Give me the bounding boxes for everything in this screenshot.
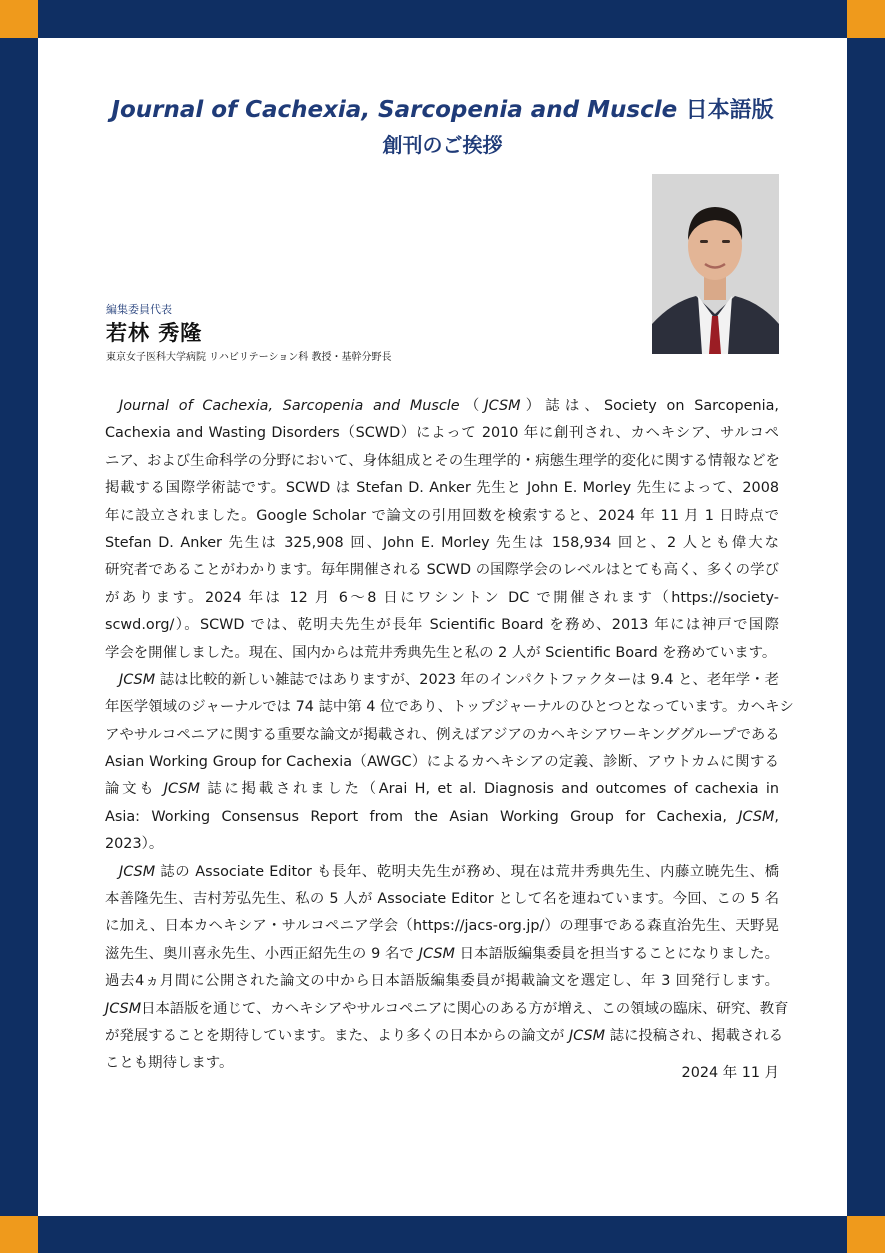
body-line: 掲載する国際学術誌です。SCWD は Stefan D. Anker 先生と John E. Morley 先生によって、2008 xyxy=(105,480,779,497)
publication-date: 2024 年 11 月 xyxy=(681,1065,779,1081)
journal-name: Journal of Cachexia, Sarcopenia and Muscle xyxy=(111,97,678,123)
body-line: Stefan D. Anker 先生は 325,908 回、John E. Morley 先生は 158,934 回と、2 人とも偉大な xyxy=(105,534,779,551)
body-line: アやサルコペニアに関する重要な論文が掲載され、例えばアジアのカヘキシアワーキンググループである xyxy=(105,726,780,743)
body-line: があります。2024 年は 12 月 6～8 日にワシントン DC で開催されます（https://society- xyxy=(105,589,779,606)
body-line: JCSM 誌の Associate Editor も長年、乾明夫先生が務め、現在は荒井秀典先生、内藤立暁先生、橋 xyxy=(119,863,779,880)
corner-accent-top-right xyxy=(847,0,885,38)
portrait-illustration xyxy=(652,174,779,354)
edition-label: 日本語版 xyxy=(685,98,774,123)
body-line: 年医学領域のジャーナルでは 74 誌中第 4 位であり、トップジャーナルのひとつとなっています。カヘキシ xyxy=(105,699,794,716)
body-line: 滋先生、奥川喜永先生、小西正紹先生の 9 名で JCSM 日本語版編集委員を担当することになりました。 xyxy=(105,945,779,962)
body-line: 年に設立されました。Google Scholar で論文の引用回数を検索すると、2024 年 11 月 1 日時点で xyxy=(105,507,779,524)
corner-accent-top-left xyxy=(0,0,38,38)
body-line: 過去4ヵ月間に公開された論文の中から日本語版編集委員が掲載論文を選定し、年 3 回発行します。 xyxy=(105,973,779,990)
author-portrait-photo xyxy=(652,174,779,354)
body-line: Asia: Working Consensus Report from the Asian Working Group for Cachexia, JCSM, xyxy=(105,808,779,825)
frame-bottom-border xyxy=(0,1216,885,1253)
body-line: 本善隆先生、吉村芳弘先生、私の 5 人が Associate Editor として名を連ねています。今回、この 5 名 xyxy=(105,891,779,908)
body-line: 2023）。 xyxy=(105,836,164,853)
body-line: JCSM 誌は比較的新しい雑誌ではありますが、2023 年のインパクトファクターは 9.4 と、老年学・老 xyxy=(119,671,779,688)
body-line: に加え、日本カヘキシア・サルコペニア学会（https://jacs-org.jp/）の理事である森直治先生、天野晃 xyxy=(105,918,779,935)
frame-left-border xyxy=(0,0,38,1253)
author-role: 編集委員代表 xyxy=(106,303,172,316)
body-line: 論文も JCSM 誌に掲載されました（Arai H, et al. Diagnosis and outcomes of cachexia in xyxy=(105,781,780,798)
body-line: 学会を開催しました。現在、国内からは荒井秀典先生と私の 2 人が Scientific Board を務めています。 xyxy=(105,644,777,661)
body-line: 研究者であることがわかります。毎年開催される SCWD の国際学会のレベルはとても高く、多くの学び xyxy=(105,562,779,579)
body-line: Cachexia and Wasting Disorders（SCWD）によって 2010 年に創刊され、カヘキシア、サルコペ xyxy=(105,425,779,442)
article-body xyxy=(105,393,794,1078)
frame-top-border xyxy=(0,0,885,38)
body-line: が発展することを期待しています。また、より多くの日本からの論文が JCSM 誌に投稿され、掲載される xyxy=(105,1027,784,1044)
author-affiliation: 東京女子医科大学病院 リハビリテーション科 教授・基幹分野長 xyxy=(106,352,392,363)
body-line: ニア、および生命科学の分野において、身体組成とその生理学的・病態生理学的変化に関する情報などを xyxy=(105,452,780,469)
body-line: ことも期待します。 xyxy=(105,1055,234,1072)
corner-accent-bottom-right xyxy=(847,1216,885,1253)
body-line: JCSM日本語版を通じて、カヘキシアやサルコペニアに関心のある方が増え、この領域の臨床、研究、教育 xyxy=(105,1000,789,1017)
author-name: 若林 秀隆 xyxy=(106,321,203,345)
frame-right-border xyxy=(847,0,885,1253)
body-line: Asian Working Group for Cachexia（AWGC）によるカヘキシアの定義、診断、アウトカムに関する xyxy=(105,754,779,771)
page-subtitle: 創刊のご挨拶 xyxy=(382,133,503,157)
body-line: Journal of Cachexia, Sarcopenia and Muscle（JCSM）誌は、Society on Sarcopenia, xyxy=(119,398,779,414)
page-title xyxy=(60,94,825,126)
corner-accent-bottom-left xyxy=(0,1216,38,1253)
body-line: scwd.org/）。SCWD では、乾明夫先生が長年 Scientific Board を務め、2013 年には神戸で国際 xyxy=(105,617,779,634)
